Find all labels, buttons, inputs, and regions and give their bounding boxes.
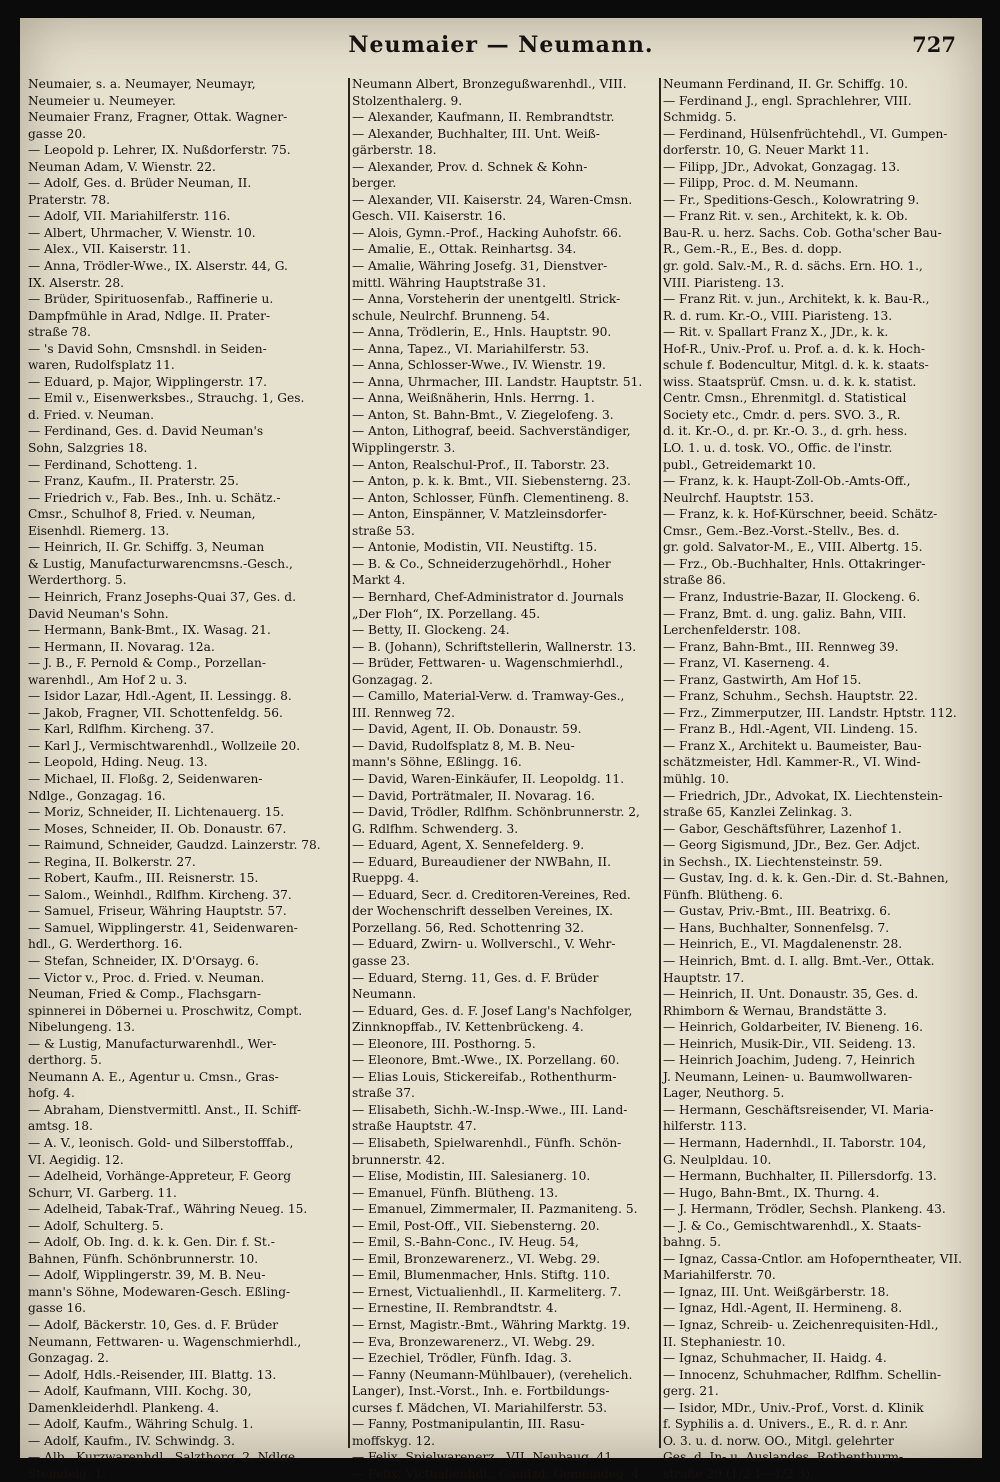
- directory-entry-line: — Brüder, Spirituosenfab., Raffinerie u.: [28, 292, 274, 307]
- directory-entry-line: — Alexander, Prov. d. Schnek & Kohn-: [352, 159, 588, 174]
- directory-entry-line: — Anton, p. k. k. Bmt., VII. Siebensterng. 23.: [352, 474, 631, 489]
- directory-entry-line: mittl. Währing Hauptstraße 31.: [352, 275, 547, 290]
- directory-entry-line: — Gabor, Geschäftsführer, Lazenhof 1.: [663, 821, 902, 836]
- directory-entry-line: — Frz., Zimmerputzer, III. Landstr. Hptstr. 112.: [663, 705, 957, 720]
- directory-entry-line: — Innocenz, Schuhmacher, Rdlfhm. Schellin-: [663, 1367, 942, 1382]
- directory-entry-line: — Isidor, MDr., Univ.-Prof., Vorst. d. Klinik: [663, 1400, 924, 1415]
- directory-entry-line: — Felix, Victualienhdl., Gaudzd. Gemeindeg. 4.: [352, 1466, 644, 1481]
- directory-entry-line: — Gustav, Ing. d. k. k. Gen.-Dir. d. St.-Bahnen,: [663, 871, 949, 886]
- directory-entry-line: — Hermann, Geschäftsreisender, VI. Maria-: [663, 1102, 934, 1117]
- directory-entry-line: — Raimund, Schneider, Gaudzd. Lainzerstr. 78.: [28, 838, 321, 853]
- directory-entry-line: gasse 16.: [28, 1301, 87, 1316]
- directory-entry-line: Werderthorg. 5.: [28, 573, 127, 588]
- directory-entry-line: — Heinrich Joachim, Judeng. 7, Heinrich: [663, 1053, 915, 1068]
- directory-entry-line: Neumann, Fettwaren- u. Wagenschmierhdl.,: [28, 1334, 302, 1349]
- directory-entry-line: — J. Hermann, Trödler, Sechsh. Plankeng. 43.: [663, 1202, 946, 1217]
- directory-entry-line: — Alexander, VII. Kaiserstr. 24, Waren-Cmsn.: [352, 192, 633, 207]
- directory-entry-line: — Eduard, Secr. d. Creditoren-Vereines, Red.: [352, 887, 631, 902]
- directory-entry-line: — Elias Louis, Stickereifab., Rothenthurm-: [352, 1069, 617, 1084]
- directory-entry-line: — Heinrich, Musik-Dir., VII. Seideng. 13.: [663, 1036, 916, 1051]
- column-divider: [659, 78, 661, 1448]
- directory-entry-line: d. it. Kr.-O., d. pr. Kr.-O. 3., d. grh. hess.: [663, 424, 908, 439]
- directory-entry-line: — Rit. v. Spallart Franz X., JDr., k. k.: [663, 325, 889, 340]
- directory-entry-line: — Amalie, E., Ottak. Reinhartsg. 34.: [352, 242, 577, 257]
- directory-entry-line: — Eduard, Zwirn- u. Wollverschl., V. Wehr-: [352, 937, 616, 952]
- directory-entry-line: J. Neumann, Leinen- u. Baumwollwaren-: [663, 1069, 913, 1084]
- directory-entry-line: — Ignaz, Cassa-Cntlor. am Hofoperntheater, VII.: [663, 1251, 963, 1266]
- directory-entry-line: — A. V., leonisch. Gold- und Silberstofffab.,: [28, 1136, 294, 1150]
- directory-entry-line: gerg. 21.: [663, 1384, 719, 1399]
- directory-entry-line: Society etc., Cmdr. d. pers. SVO. 3., R.: [663, 407, 901, 422]
- directory-entry-line: — Adelheid, Tabak-Traf., Währing Neueg. 15.: [28, 1202, 308, 1217]
- directory-entry-line: — Anna, Vorsteherin der unentgeltl. Strick-: [352, 292, 621, 307]
- directory-entry-line: — Emil, S.-Bahn-Conc., IV. Heug. 54,: [352, 1235, 579, 1250]
- directory-entry-line: Bau-R. u. herz. Sachs. Cob. Gotha'scher Bau-: [663, 225, 942, 240]
- directory-entry-line: Cmsr., Schulhof 8, Fried. v. Neuman,: [28, 507, 256, 522]
- directory-entry-line: — Eva, Bronzewarenerz., VI. Webg. 29.: [352, 1334, 595, 1349]
- directory-entry-line: — Heinrich, Franz Josephs-Quai 37, Ges. d.: [28, 589, 296, 604]
- directory-entry-line: Markt 4.: [352, 573, 406, 588]
- directory-entry-line: — Franz, Gastwirth, Am Hof 15.: [663, 672, 862, 687]
- directory-entry-line: Ges. d. In- u. Auslandes, Rothenthurm-: [663, 1450, 904, 1465]
- directory-entry-line: — Friedrich v., Fab. Bes., Inh. u. Schätz.-: [28, 490, 281, 505]
- directory-entry-line: — Adolf, Wipplingerstr. 39, M. B. Neu-: [28, 1268, 266, 1283]
- directory-entry-line: Neumeier u. Neumeyer.: [28, 93, 176, 108]
- directory-entry-line: — Samuel, Wipplingerstr. 41, Seidenwaren-: [28, 920, 298, 935]
- directory-entry-line: — David, Rudolfsplatz 8, M. B. Neu-: [352, 738, 575, 753]
- directory-entry-line: Lerchenfelderstr. 108.: [663, 623, 801, 638]
- directory-entry-line: — Emanuel, Fünfh. Blütheng. 13.: [352, 1185, 559, 1200]
- directory-entry-line: Cmsr., Gem.-Bez.-Vorst.-Stellv., Bes. d.: [663, 523, 900, 538]
- directory-entry-line: — Michael, II. Floßg. 2, Seidenwaren-: [28, 771, 263, 786]
- directory-entry-line: — Alexander, Kaufmann, II. Rembrandtstr.: [352, 110, 615, 125]
- directory-entry-line: warenhdl., Am Hof 2 u. 3.: [28, 672, 188, 687]
- directory-page: [20, 18, 982, 1481]
- directory-entry-line: straße Hauptstr. 47.: [352, 1119, 477, 1134]
- directory-entry-line: — Robert, Kaufm., III. Reisnerstr. 15.: [28, 871, 259, 886]
- directory-entry-line: Damenkleiderhdl. Plankeng. 4.: [28, 1400, 220, 1415]
- directory-entry-line: — Camillo, Material-Verw. d. Tramway-Ges.,: [352, 689, 625, 704]
- directory-entry-line: — Isidor Lazar, Hdl.-Agent, II. Lessingg. 8.: [28, 689, 292, 704]
- directory-entry-line: Rhimborn & Wernau, Brandstätte 3.: [663, 1003, 887, 1018]
- directory-entry-line: — David, Trödler, Rdlfhm. Schönbrunnerstr. 2,: [352, 805, 640, 820]
- directory-entry-line: — Ernestine, II. Rembrandtstr. 4.: [352, 1301, 558, 1316]
- directory-entry-line: gasse 23.: [352, 953, 411, 968]
- directory-entry-line: — Adolf, Ges. d. Brüder Neuman, II.: [28, 176, 252, 191]
- directory-entry-line: Sohn, Salzgries 18.: [28, 441, 148, 456]
- directory-entry-line: — Jakob, Fragner, VII. Schottenfeldg. 56.: [28, 705, 283, 720]
- directory-entry-line: — Adolf, Schulterg. 5.: [28, 1218, 164, 1233]
- directory-entry-line: gr. gold. Salv.-M., R. d. sächs. Ern. HO. 1.,: [663, 259, 923, 274]
- directory-entry-line: Rueppg. 4.: [352, 871, 420, 886]
- directory-entry-line: — Franz, k. k. Haupt-Zoll-Ob.-Amts-Off.,: [663, 474, 911, 489]
- directory-entry-line: — Adolf, Hdls.-Reisender, III. Blattg. 13.: [28, 1367, 277, 1382]
- directory-entry-line: — Franz, Bahn-Bmt., III. Rennweg 39.: [663, 639, 899, 654]
- directory-entry-line: Zinnknopffab., IV. Kettenbrückeng. 4.: [352, 1020, 584, 1035]
- directory-entry-line: — Alexander, Buchhalter, III. Unt. Weiß-: [352, 126, 600, 141]
- directory-entry-line: — Salom., Weinhdl., Rdlfhm. Kircheng. 37.: [28, 887, 292, 902]
- directory-entry-line: — Anna, Trödler-Wwe., IX. Alserstr. 44, G.: [28, 259, 288, 274]
- directory-entry-line: — Frz., Ob.-Buchhalter, Hnls. Ottakringer-: [663, 556, 926, 571]
- directory-entry-line: III. Rennweg 72.: [352, 705, 455, 720]
- directory-entry-line: — Ignaz, Hdl.-Agent, II. Hermineng. 8.: [663, 1301, 903, 1316]
- directory-entry-line: — Emil, Post-Off., VII. Siebensterng. 20.: [352, 1218, 600, 1233]
- directory-entry-line: — Anton, Lithograf, beeid. Sachverständiger,: [352, 424, 631, 439]
- directory-entry-line: — Brüder, Fettwaren- u. Wagenschmierhdl.,: [352, 656, 624, 671]
- directory-entry-line: — Ferdinand, Hülsenfrüchtehdl., VI. Gumpen-: [663, 126, 948, 141]
- directory-entry-line: — Ferdinand J., engl. Sprachlehrer, VIII.: [663, 93, 912, 108]
- directory-entry-line: Ndlge., Gonzagag. 16.: [28, 788, 166, 803]
- directory-entry-line: — Hermann, Bank-Bmt., IX. Wasag. 21.: [28, 623, 271, 638]
- directory-entry-line: — J. & Co., Gemischtwarenhdl., X. Staats-: [663, 1218, 922, 1233]
- directory-entry-line: der Wochenschrift desselben Vereines, IX.: [352, 904, 614, 919]
- directory-entry-line: Gesch. VII. Kaiserstr. 16.: [352, 209, 507, 224]
- directory-entry-line: straße 53.: [352, 523, 415, 538]
- directory-entry-line: David Neuman's Sohn.: [28, 606, 169, 621]
- directory-entry-line: — Ignaz, III. Unt. Weißgärberstr. 18.: [663, 1284, 890, 1299]
- directory-entry-line: „Der Floh“, IX. Porzellang. 45.: [352, 606, 541, 621]
- directory-entry-line: — Amalie, Währing Josefg. 31, Dienstver-: [352, 259, 608, 274]
- directory-entry-line: — 's David Sohn, Cmsnshdl. in Seiden-: [28, 341, 267, 356]
- column-middle: [352, 76, 657, 1481]
- directory-entry-line: — Eduard, Agent, X. Sennefelderg. 9.: [352, 838, 585, 853]
- directory-entry-line: — J. B., F. Pernold & Comp., Porzellan-: [28, 656, 266, 671]
- directory-entry-line: IX. Alserstr. 28.: [28, 275, 124, 290]
- directory-entry-line: — Adolf, Bäckerstr. 10, Ges. d. F. Brüder: [28, 1318, 279, 1333]
- directory-entry-line: — & Lustig, Manufacturwarenhdl., Wer-: [28, 1036, 277, 1051]
- directory-entry-line: Neumann Ferdinand, II. Gr. Schiffg. 10.: [663, 77, 909, 91]
- directory-entry-line: — Abraham, Dienstvermittl. Anst., II. Schiff-: [28, 1102, 301, 1117]
- directory-entry-line: VIII. Piaristeng. 13.: [663, 275, 785, 290]
- directory-entry-line: — Franz, Bmt. d. ung. galiz. Bahn, VIII.: [663, 606, 907, 621]
- directory-entry-line: R., Gem.-R., E., Bes. d. dopp.: [663, 242, 842, 257]
- directory-entry-line: — Ezechiel, Trödler, Fünfh. Idag. 3.: [352, 1351, 572, 1366]
- directory-entry-line: — Albert, Uhrmacher, V. Wienstr. 10.: [28, 225, 256, 240]
- directory-entry-line: — Emil v., Eisenwerksbes., Strauchg. 1, Ges.: [28, 391, 305, 406]
- directory-entry-line: — Fanny, Postmanipulantin, III. Rasu-: [352, 1417, 585, 1432]
- directory-entry-line: — Gustav, Priv.-Bmt., III. Beatrixg. 6.: [663, 904, 891, 919]
- directory-entry-line: — Elise, Modistin, III. Salesianerg. 10.: [352, 1169, 591, 1184]
- directory-entry-line: — Moses, Schneider, II. Ob. Donaustr. 67.: [28, 821, 287, 836]
- directory-entry-line: — Elisabeth, Spielwarenhdl., Fünfh. Schön-: [352, 1136, 622, 1150]
- directory-entry-line: — Heinrich, E., VI. Magdalenenstr. 28.: [663, 937, 903, 952]
- directory-entry-line: — David, Porträtmaler, II. Novarag. 16.: [352, 788, 595, 803]
- directory-entry-line: — Leopold p. Lehrer, IX. Nußdorferstr. 75.: [28, 143, 291, 158]
- column-right: [663, 76, 976, 1481]
- directory-entry-line: — Anton, Schlosser, Fünfh. Clementineng. 8.: [352, 490, 629, 505]
- directory-entry-line: Stolzenthalerg. 9.: [352, 93, 463, 108]
- directory-entry-line: hofg. 4.: [28, 1086, 75, 1101]
- directory-entry-line: Neumann Albert, Bronzegußwarenhdl., VIII.: [352, 77, 627, 91]
- directory-entry-line: — Filipp, JDr., Advokat, Gonzagag. 13.: [663, 159, 901, 174]
- directory-entry-line: — Eduard, Ges. d. F. Josef Lang's Nachfolger,: [352, 1003, 633, 1018]
- directory-entry-line: Schmidg. 5.: [663, 110, 737, 125]
- directory-entry-line: — Victor v., Proc. d. Fried. v. Neuman.: [28, 970, 265, 985]
- directory-entry-line: — Moriz, Schneider, II. Lichtenauerg. 15.: [28, 805, 285, 820]
- directory-entry-line: — Adolf, Kaufm., IV. Schwindg. 3.: [28, 1433, 236, 1448]
- directory-entry-line: — Ferdinand, Schotteng. 1.: [28, 457, 198, 472]
- directory-entry-line: — Heinrich, Goldarbeiter, IV. Bieneng. 16.: [663, 1020, 924, 1035]
- directory-entry-line: Neuman, Fried & Comp., Flachsgarn-: [28, 987, 261, 1002]
- directory-entry-line: schule, Neulrchf. Brunneng. 54.: [352, 308, 550, 323]
- directory-entry-line: Hof-R., Univ.-Prof. u. Prof. a. d. k. k. Hoch-: [663, 341, 925, 356]
- directory-entry-line: Neumaier Franz, Fragner, Ottak. Wagner-: [28, 110, 288, 125]
- directory-entry-line: brunnerstr. 42.: [352, 1152, 445, 1167]
- directory-entry-line: — Adelheid, Vorhänge-Appreteur, F. Georg: [28, 1169, 292, 1184]
- directory-entry-line: — Adolf, Ob. Ing. d. k. k. Gen. Dir. f. St.-: [28, 1235, 275, 1250]
- directory-entry-line: Nibelungeng. 13.: [28, 1020, 135, 1035]
- directory-entry-line: moffskyg. 12.: [352, 1433, 436, 1448]
- page-number: 727: [912, 32, 956, 57]
- directory-entry-line: — Karl J., Vermischtwarenhdl., Wollzeile 20.: [28, 738, 301, 753]
- directory-entry-line: straße 37.: [352, 1086, 415, 1101]
- directory-entry-line: f. Syphilis a. d. Univers., E., R. d. r. Anr.: [663, 1417, 909, 1432]
- directory-entry-line: curses f. Mädchen, VI. Mariahilferstr. 53.: [352, 1400, 608, 1415]
- directory-entry-line: Neumann A. E., Agentur u. Cmsn., Gras-: [28, 1069, 279, 1084]
- directory-entry-line: — Anton, Einspänner, V. Matzleinsdorfer-: [352, 507, 607, 522]
- directory-entry-line: bahng. 5.: [663, 1235, 721, 1250]
- page-title: Neumaier — Neumann.: [348, 32, 654, 58]
- directory-entry-line: — David, Waren-Einkäufer, II. Leopoldg. 11.: [352, 771, 625, 786]
- directory-entry-line: Lager, Neuthorg. 5.: [663, 1086, 785, 1101]
- directory-entry-line: — Franz Rit. v. jun., Architekt, k. k. Bau-R.,: [663, 292, 930, 307]
- directory-entry-line: spinnerei in Döbernei u. Proschwitz, Compt.: [28, 1003, 303, 1018]
- directory-entry-line: Gonzagag. 2.: [28, 1351, 109, 1366]
- directory-entry-line: — Anna, Uhrmacher, III. Landstr. Hauptstr. 51.: [352, 374, 643, 389]
- page-header: [20, 32, 982, 66]
- directory-entry-line: — Hermann, Hadernhdl., II. Taborstr. 104,: [663, 1136, 927, 1150]
- directory-entry-line: — Franz, k. k. Hof-Kürschner, beeid. Schätz-: [663, 507, 938, 522]
- directory-entry-line: — Alb., Kurzwarenhdl., Salzthorg. 2, Ndlge.: [28, 1450, 300, 1465]
- directory-entry-line: dorferstr. 10, G. Neuer Markt 11.: [663, 143, 869, 158]
- directory-entry-line: — Heinrich, Bmt. d. I. allg. Bmt.-Ver., Ottak.: [663, 953, 935, 968]
- directory-entry-line: — Friedrich, JDr., Advokat, IX. Liechtenstein-: [663, 788, 943, 803]
- directory-entry-line: G. Rdlfhm. Schwenderg. 3.: [352, 821, 519, 836]
- directory-entry-line: — Antonie, Modistin, VII. Neustiftg. 15.: [352, 540, 598, 555]
- directory-entry-line: — Hugo, Bahn-Bmt., IX. Thurng. 4.: [663, 1185, 880, 1200]
- directory-entry-line: wiss. Staatsprüf. Cmsn. u. d. k. k. statist.: [663, 374, 917, 389]
- directory-entry-line: — Anton, Realschul-Prof., II. Taborstr. 23.: [352, 457, 610, 472]
- directory-entry-line: — Ferdinand, Ges. d. David Neuman's: [28, 424, 264, 439]
- directory-entry-line: — Georg Sigismund, JDr., Bez. Ger. Adjct.: [663, 838, 921, 853]
- directory-entry-line: — Ignaz, Schuhmacher, II. Haidg. 4.: [663, 1351, 887, 1366]
- directory-entry-line: gasse 20.: [28, 126, 87, 141]
- directory-entry-line: waren, Rudolfsplatz 11.: [28, 358, 175, 373]
- directory-entry-line: & Lustig, Manufacturwarencmsns.-Gesch.,: [28, 556, 293, 571]
- directory-entry-line: — Adolf, Kaufm., Währing Schulg. 1.: [28, 1417, 254, 1432]
- directory-entry-line: — Hermann, II. Novarag. 12a.: [28, 639, 215, 654]
- directory-entry-line: — Eleonore, III. Posthorng. 5.: [352, 1036, 536, 1051]
- directory-entry-line: — Franz X., Architekt u. Baumeister, Bau-: [663, 738, 922, 753]
- directory-entry-line: — Betty, II. Glockeng. 24.: [352, 623, 510, 638]
- directory-entry-line: Gonzagag. 2.: [352, 672, 433, 687]
- directory-entry-line: — Franz, Industrie-Bazar, II. Glockeng. 6.: [663, 589, 921, 604]
- directory-entry-line: straße 65, Kanzlei Zelinkag. 3.: [663, 805, 853, 820]
- directory-entry-line: — Franz, Kaufm., II. Praterstr. 25.: [28, 474, 239, 489]
- directory-entry-line: Mariahilferstr. 70.: [663, 1268, 776, 1283]
- directory-entry-line: — Emanuel, Zimmermaler, II. Pazmaniteng. 5.: [352, 1202, 638, 1217]
- directory-entry-line: — Fr., Speditions-Gesch., Kolowratring 9.: [663, 192, 920, 207]
- directory-entry-line: straße 78.: [28, 325, 91, 340]
- directory-entry-line: — Alois, Gymn.-Prof., Hacking Auhofstr. 66.: [352, 225, 622, 240]
- directory-entry-line: Neumann.: [352, 987, 417, 1002]
- directory-entry-line: — Anna, Trödlerin, E., Hnls. Hauptstr. 90.: [352, 325, 612, 340]
- directory-entry-line: Wipplingerstr. 3.: [352, 441, 456, 456]
- directory-entry-line: mann's Söhne, Eßlingg. 16.: [352, 755, 522, 770]
- directory-entry-line: — B. & Co., Schneiderzugehörhdl., Hoher: [352, 556, 611, 571]
- directory-entry-line: hilferstr. 113.: [663, 1119, 747, 1134]
- directory-entry-line: — Franz, VI. Kaserneng. 4.: [663, 656, 830, 671]
- directory-entry-line: — Heinrich, II. Unt. Donaustr. 35, Ges. d.: [663, 987, 919, 1002]
- directory-entry-line: — Elisabeth, Sichh.-W.-Insp.-Wwe., III. Land-: [352, 1102, 628, 1117]
- directory-entry-line: mühlg. 10.: [663, 771, 730, 786]
- column-left: [28, 76, 346, 1481]
- directory-entry-line: — Ernest, Victualienhdl., II. Karmeliterg. 7.: [352, 1284, 622, 1299]
- directory-entry-line: — Adolf, VII. Mariahilferstr. 116.: [28, 209, 231, 224]
- directory-entry-line: mann's Söhne, Modewaren-Gesch. Eßling-: [28, 1284, 291, 1299]
- directory-entry-line: — Anton, St. Bahn-Bmt., V. Ziegelofeng. 3.: [352, 407, 614, 422]
- directory-entry-line: R. d. rum. Kr.-O., VIII. Piaristeng. 13.: [663, 308, 893, 323]
- directory-entry-line: — Franz, Schuhm., Sechsh. Hauptstr. 22.: [663, 689, 918, 704]
- directory-entry-line: LO. 1. u. d. tosk. VO., Offic. de l'instr.: [663, 441, 893, 456]
- directory-entry-line: Neumaier, s. a. Neumayer, Neumayr,: [28, 77, 256, 91]
- directory-entry-line: II. Stephaniestr. 10.: [663, 1334, 786, 1349]
- directory-entry-line: gärberstr. 18.: [352, 143, 437, 158]
- directory-entry-line: — B. (Johann), Schriftstellerin, Wallnerstr. 13.: [352, 639, 637, 654]
- directory-entry-line: d. Fried. v. Neuman.: [28, 407, 154, 422]
- directory-entry-line: — Felix, Spielwarenerz., VII. Neubaug. 41.: [352, 1450, 617, 1465]
- directory-entry-line: Bahnen, Fünfh. Schönbrunnerstr. 10.: [28, 1251, 259, 1266]
- directory-entry-line: Steindelg. 1.: [28, 1466, 107, 1481]
- directory-entry-line: amtsg. 18.: [28, 1119, 93, 1134]
- directory-entry-line: — Anna, Weißnäherin, Hnls. Herrng. 1.: [352, 391, 595, 406]
- directory-entry-line: — Bernhard, Chef-Administrator d. Journals: [352, 589, 624, 604]
- directory-entry-line: — Adolf, Kaufmann, VIII. Kochg. 30,: [28, 1384, 252, 1399]
- directory-entry-line: — Eduard, p. Major, Wipplingerstr. 17.: [28, 374, 267, 389]
- directory-entry-line: — Fanny (Neumann-Mühlbauer), (verehelich.: [352, 1367, 633, 1382]
- directory-entry-line: O. 3. u. d. norw. OO., Mitgl. gelehrter: [663, 1433, 894, 1448]
- directory-entry-line: straße 86.: [663, 573, 726, 588]
- directory-entry-line: gr. gold. Salvator-M., E., VIII. Albertg. 15.: [663, 540, 923, 555]
- directory-entry-line: schule f. Bodencultur, Mitgl. d. k. k. staats-: [663, 358, 929, 373]
- directory-entry-line: — David, Agent, II. Ob. Donaustr. 59.: [352, 722, 582, 737]
- directory-entry-line: G. Neulpldau. 10.: [663, 1152, 772, 1167]
- directory-entry-line: — Samuel, Friseur, Währing Hauptstr. 57.: [28, 904, 287, 919]
- directory-entry-line: Praterstr. 78.: [28, 192, 110, 207]
- directory-entry-line: berger.: [352, 176, 397, 191]
- directory-entry-line: — Franz Rit. v. sen., Architekt, k. k. Ob.: [663, 209, 908, 224]
- directory-entry-line: Neuman Adam, V. Wienstr. 22.: [28, 159, 216, 174]
- directory-entry-line: — Hans, Buchhalter, Sonnenfelsg. 7.: [663, 920, 890, 935]
- directory-entry-line: — Eduard, Sterng. 11, Ges. d. F. Brüder: [352, 970, 599, 985]
- directory-entry-line: — Stefan, Schneider, IX. D'Orsayg. 6.: [28, 953, 259, 968]
- directory-entry-line: — Leopold, Hding. Neug. 13.: [28, 755, 208, 770]
- directory-entry-line: — Ernst, Magistr.-Bmt., Währing Marktg. 19.: [352, 1318, 631, 1333]
- directory-entry-line: — Anna, Schlosser-Wwe., IV. Wienstr. 19.: [352, 358, 606, 373]
- directory-entry-line: — Eleonore, Bmt.-Wwe., IX. Porzellang. 60.: [352, 1053, 620, 1068]
- directory-entry-line: derthorg. 5.: [28, 1053, 102, 1068]
- directory-entry-line: in Sechsh., IX. Liechtensteinstr. 59.: [663, 854, 883, 869]
- directory-entry-line: Porzellang. 56, Red. Schottenring 32.: [352, 920, 585, 935]
- directory-entry-line: Eisenhdl. Riemerg. 13.: [28, 523, 170, 538]
- directory-entry-line: — Ignaz, Schreib- u. Zeichenrequisiten-Hdl.,: [663, 1318, 939, 1333]
- directory-entry-line: publ., Getreidemarkt 10.: [663, 457, 816, 472]
- directory-entry-line: straße 29 (1/2 1—1/2 3).: [663, 1466, 814, 1481]
- directory-entry-line: Hauptstr. 17.: [663, 970, 745, 985]
- directory-entry-line: — Regina, II. Bolkerstr. 27.: [28, 854, 196, 869]
- directory-entry-line: Centr. Cmsn., Ehrenmitgl. d. Statistical: [663, 391, 907, 406]
- directory-entry-line: — Hermann, Buchhalter, II. Pillersdorfg. 13.: [663, 1169, 937, 1184]
- directory-entry-line: — Heinrich, II. Gr. Schiffg. 3, Neuman: [28, 540, 265, 555]
- directory-entry-line: — Emil, Bronzewarenerz., VI. Webg. 29.: [352, 1251, 601, 1266]
- directory-entry-line: Dampfmühle in Arad, Ndlge. II. Prater-: [28, 308, 271, 323]
- directory-entry-line: — Franz B., Hdl.-Agent, VII. Lindeng. 15.: [663, 722, 918, 737]
- directory-entry-line: hdl., G. Werderthorg. 16.: [28, 937, 183, 952]
- directory-entry-line: Neulrchf. Hauptstr. 153.: [663, 490, 814, 505]
- directory-entry-line: VI. Aegidig. 12.: [28, 1152, 124, 1167]
- directory-entry-line: Schurr, VI. Garberg. 11.: [28, 1185, 177, 1200]
- directory-entry-line: — Alex., VII. Kaiserstr. 11.: [28, 242, 191, 257]
- directory-entry-line: Langer), Inst.-Vorst., Inh. e. Fortbildungs-: [352, 1384, 610, 1399]
- directory-entry-line: schätzmeister, Hdl. Kammer-R., VI. Wind-: [663, 755, 921, 770]
- directory-entry-line: — Karl, Rdlfhm. Kircheng. 37.: [28, 722, 214, 737]
- directory-entry-line: — Eduard, Bureaudiener der NWBahn, II.: [352, 854, 611, 869]
- directory-entry-line: — Emil, Blumenmacher, Hnls. Stiftg. 110.: [352, 1268, 610, 1283]
- directory-entry-line: — Anna, Tapez., VI. Mariahilferstr. 53.: [352, 341, 590, 356]
- directory-entry-line: — Filipp, Proc. d. M. Neumann.: [663, 176, 859, 191]
- directory-entry-line: Fünfh. Blütheng. 6.: [663, 887, 783, 902]
- column-divider: [348, 78, 350, 1448]
